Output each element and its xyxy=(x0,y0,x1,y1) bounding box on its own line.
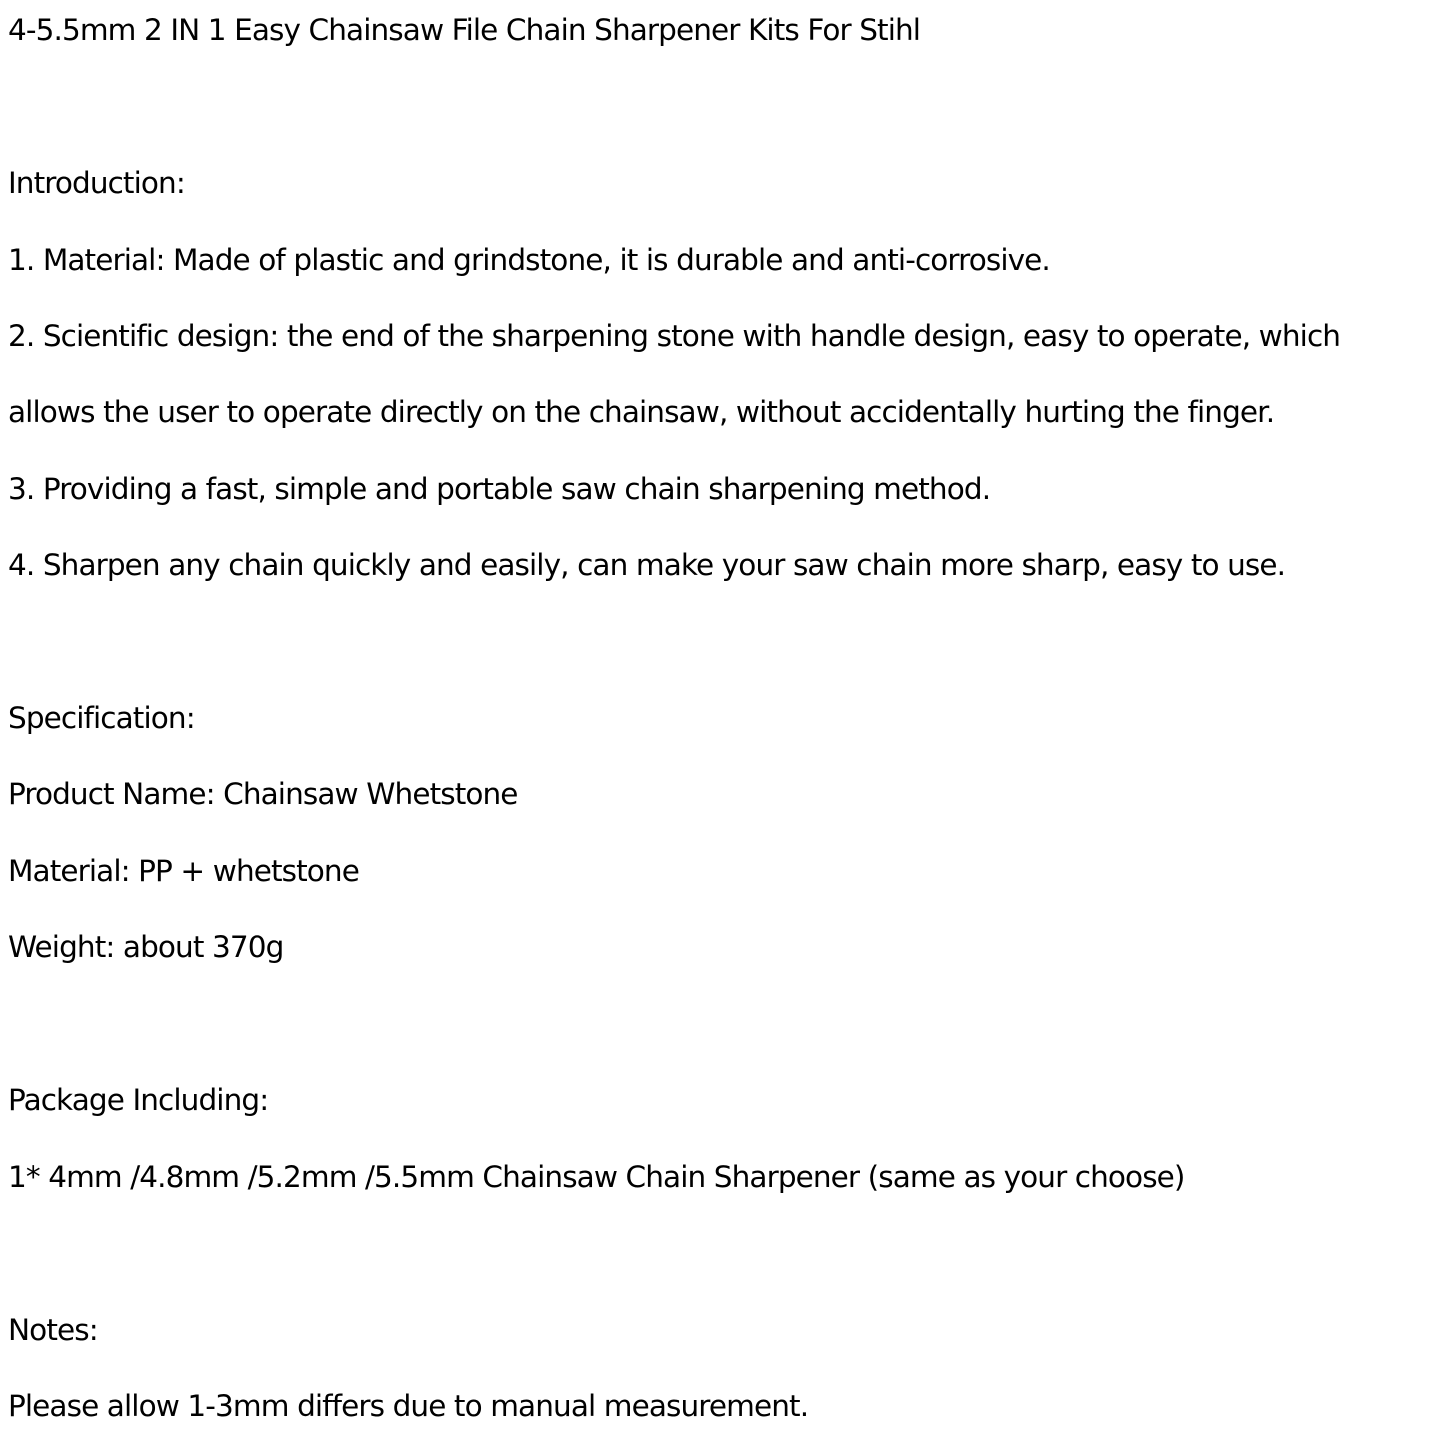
introduction-item-design: 2. Scientific design: the end of the sharpening stone with handle design, easy to operate, which xyxy=(8,319,1341,353)
introduction-item-method: 3. Providing a fast, simple and portable saw chain sharpening method. xyxy=(8,472,991,506)
spec-product-name: Product Name: Chainsaw Whetstone xyxy=(8,777,518,811)
package-heading: Package Including: xyxy=(8,1083,269,1117)
introduction-item-design-continued: allows the user to operate directly on the chainsaw, without accidentally hurting the finger. xyxy=(8,395,1275,429)
specification-heading: Specification: xyxy=(8,701,195,735)
spec-weight: Weight: about 370g xyxy=(8,930,284,964)
introduction-item-material: 1. Material: Made of plastic and grindstone, it is durable and anti-corrosive. xyxy=(8,243,1050,277)
introduction-item-sharpen: 4. Sharpen any chain quickly and easily, can make your saw chain more sharp, easy to use. xyxy=(8,548,1286,582)
introduction-heading: Introduction: xyxy=(8,166,185,200)
notes-heading: Notes: xyxy=(8,1313,98,1347)
package-item: 1* 4mm /4.8mm /5.2mm /5.5mm Chainsaw Chain Sharpener (same as your choose) xyxy=(8,1160,1185,1194)
spec-material: Material: PP + whetstone xyxy=(8,854,359,888)
product-title: 4-5.5mm 2 IN 1 Easy Chainsaw File Chain Sharpener Kits For Stihl xyxy=(8,13,921,47)
notes-item: Please allow 1-3mm differs due to manual measurement. xyxy=(8,1389,809,1423)
